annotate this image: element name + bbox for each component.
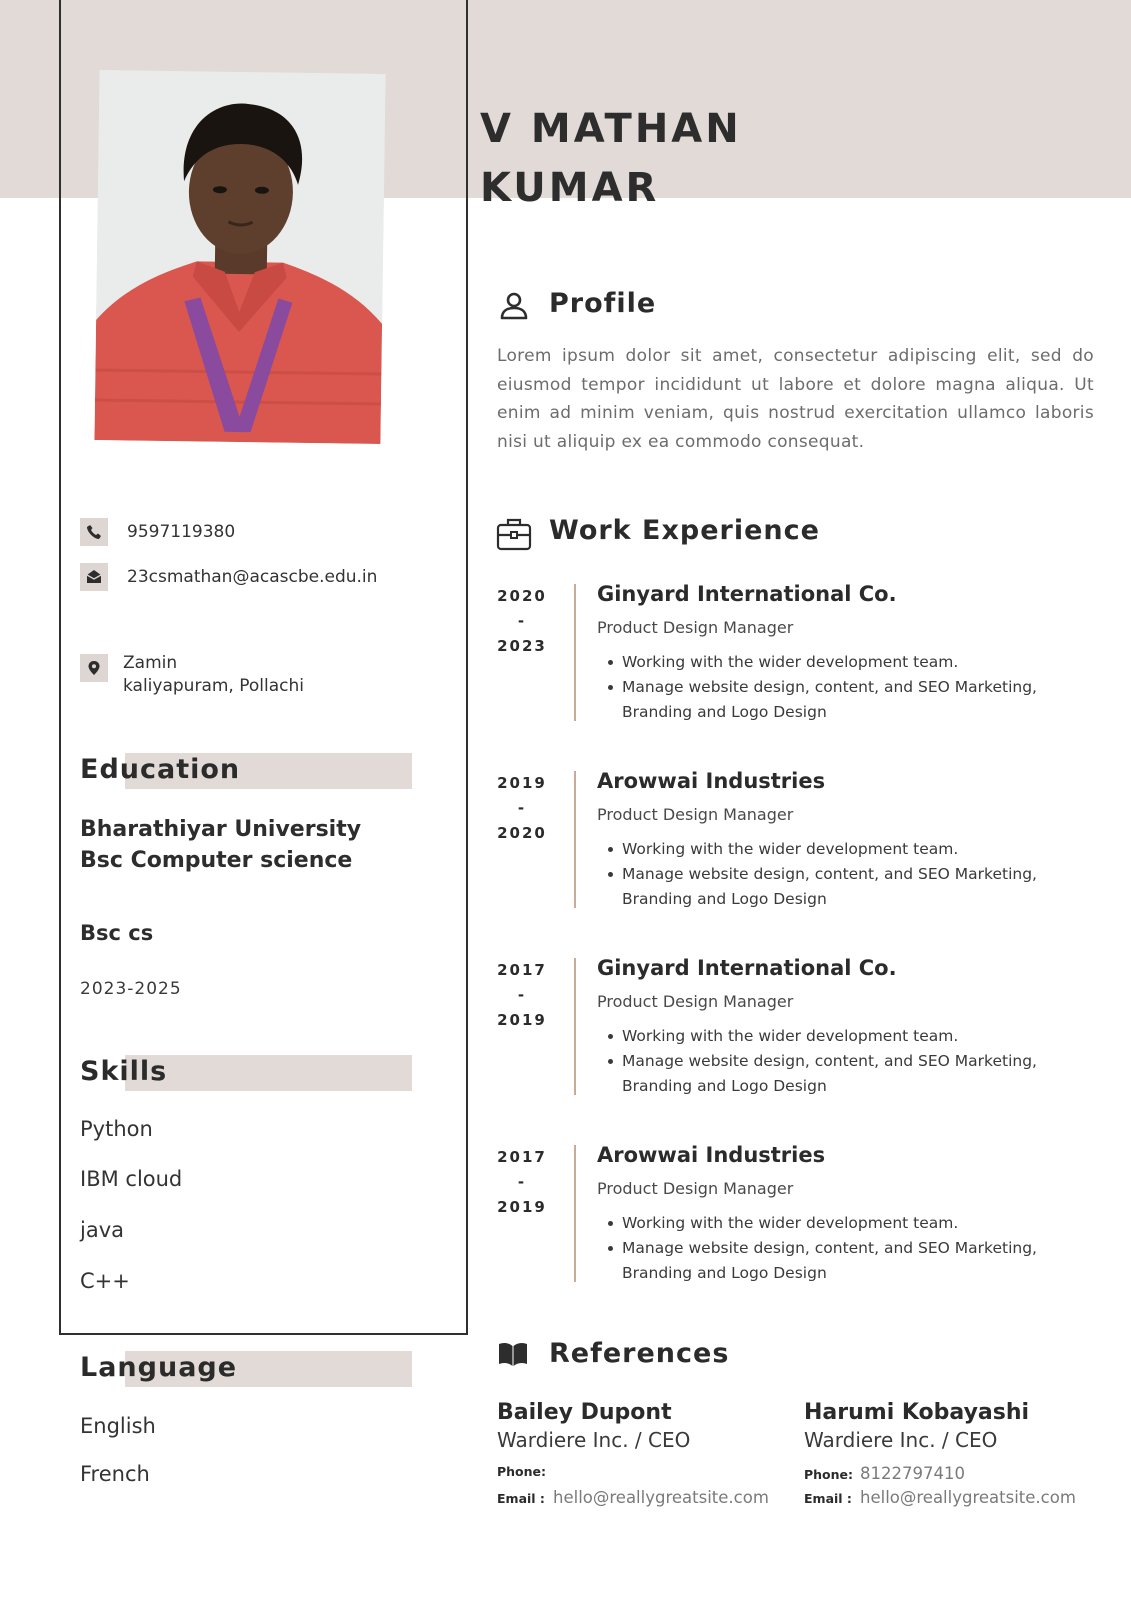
job-end-year: 2019: [497, 1011, 547, 1029]
job-years: [497, 958, 547, 1033]
address-line-2: kaliyapuram, Pollachi: [123, 676, 304, 696]
profile-photo: [94, 70, 385, 444]
job-bullets: [608, 1024, 1048, 1099]
job-role: Product Design Manager: [597, 992, 794, 1011]
job-bullet: Manage website design, content, and SEO Marketing, Branding and Logo Design: [608, 1049, 1048, 1099]
reference-phone-label: Phone:: [497, 1464, 547, 1479]
full-name: [480, 100, 742, 218]
timeline-line: [574, 584, 576, 721]
reference-email-label: Email :: [497, 1491, 545, 1506]
language-heading: Language: [80, 1352, 238, 1383]
reference-email: hello@reallygreatsite.com: [860, 1488, 1076, 1507]
job-bullet: Manage website design, content, and SEO Marketing, Branding and Logo Design: [608, 862, 1048, 912]
reference-phone-label: Phone:: [804, 1467, 854, 1482]
job-year-dash: -: [517, 612, 527, 630]
job-end-year: 2023: [497, 637, 547, 655]
job-company: Arowwai Industries: [597, 1143, 826, 1167]
job-entry: [497, 771, 1097, 911]
reference-name: Harumi Kobayashi: [804, 1400, 1030, 1425]
job-bullet: Working with the wider development team.: [608, 1024, 1048, 1049]
address-line-1: Zamin: [123, 653, 178, 673]
job-bullet: Manage website design, content, and SEO Marketing, Branding and Logo Design: [608, 1236, 1048, 1286]
reference-phone-row: [497, 1464, 797, 1486]
timeline-line: [574, 771, 576, 908]
reference-name: Bailey Dupont: [497, 1400, 672, 1425]
book-icon: [497, 1338, 529, 1370]
job-year-dash: -: [517, 1173, 527, 1191]
language-item: French: [80, 1462, 150, 1486]
reference-card: [804, 1400, 1104, 1510]
phone-icon: [80, 518, 108, 546]
reference-card: [497, 1400, 797, 1510]
job-company: Ginyard International Co.: [597, 956, 897, 980]
reference-phone-row: [804, 1464, 1104, 1486]
reference-position: Wardiere Inc. / CEO: [804, 1428, 998, 1452]
job-entry: [497, 958, 1097, 1098]
job-end-year: 2020: [497, 824, 547, 842]
job-years: [497, 584, 547, 659]
language-item: English: [80, 1414, 156, 1438]
reference-email-row: [804, 1488, 1104, 1510]
skill-item: Python: [80, 1117, 153, 1141]
education-heading: Education: [80, 754, 241, 785]
job-entry: [497, 584, 1097, 724]
reference-phone: 8122797410: [860, 1464, 965, 1483]
job-company: Ginyard International Co.: [597, 582, 897, 606]
job-bullet: Working with the wider development team.: [608, 650, 1048, 675]
job-years: [497, 1145, 547, 1220]
reference-email: hello@reallygreatsite.com: [553, 1488, 769, 1507]
location-pin-icon: [80, 654, 108, 682]
job-start-year: 2017: [497, 961, 547, 979]
education-institution: [80, 814, 450, 876]
job-bullets: [608, 837, 1048, 912]
education-years: 2023-2025: [80, 979, 182, 999]
name-line-1: V MATHAN: [480, 106, 742, 152]
references-heading: References: [549, 1338, 730, 1369]
address: [123, 652, 304, 698]
job-start-year: 2019: [497, 774, 547, 792]
job-start-year: 2017: [497, 1148, 547, 1166]
skills-heading: Skills: [80, 1056, 168, 1087]
reference-email-label: Email :: [804, 1491, 852, 1506]
phone-number: 9597119380: [127, 522, 236, 542]
person-icon: [496, 288, 532, 324]
briefcase-icon: [496, 516, 532, 552]
email-address: 23csmathan@acascbe.edu.in: [127, 567, 378, 587]
job-bullet: Working with the wider development team.: [608, 837, 1048, 862]
profile-summary: Lorem ipsum dolor sit amet, consectetur adipiscing elit, sed do eiusmod tempor incididunt ut labore et dolore magna aliqua. Ut enim ad minim veniam, quis nostrud exercitation ullamco laboris nisi ut aliquip ex ea commodo consequat.: [497, 346, 1094, 452]
job-role: Product Design Manager: [597, 618, 794, 637]
skill-item: C++: [80, 1269, 130, 1293]
job-role: Product Design Manager: [597, 1179, 794, 1198]
reference-position: Wardiere Inc. / CEO: [497, 1428, 691, 1452]
job-years: [497, 771, 547, 846]
job-bullet: Manage website design, content, and SEO Marketing, Branding and Logo Design: [608, 675, 1048, 725]
envelope-icon: [80, 563, 108, 591]
skill-item: java: [80, 1218, 124, 1242]
skill-item: IBM cloud: [80, 1167, 183, 1191]
job-year-dash: -: [517, 799, 527, 817]
work-experience-heading: Work Experience: [549, 515, 820, 546]
reference-email-row: [497, 1488, 797, 1510]
job-start-year: 2020: [497, 587, 547, 605]
job-company: Arowwai Industries: [597, 769, 826, 793]
profile-heading: Profile: [549, 288, 657, 319]
timeline-line: [574, 958, 576, 1095]
job-end-year: 2019: [497, 1198, 547, 1216]
job-role: Product Design Manager: [597, 805, 794, 824]
job-bullets: [608, 650, 1048, 725]
job-entry: [497, 1145, 1097, 1285]
job-bullet: Working with the wider development team.: [608, 1211, 1048, 1236]
university-name: Bharathiyar University: [80, 817, 362, 842]
job-bullets: [608, 1211, 1048, 1286]
job-year-dash: -: [517, 986, 527, 1004]
degree: Bsc cs: [80, 921, 154, 945]
name-line-2: KUMAR: [480, 165, 660, 211]
skills-heading-bar: [125, 1055, 412, 1091]
course-name: Bsc Computer science: [80, 848, 353, 873]
timeline-line: [574, 1145, 576, 1282]
